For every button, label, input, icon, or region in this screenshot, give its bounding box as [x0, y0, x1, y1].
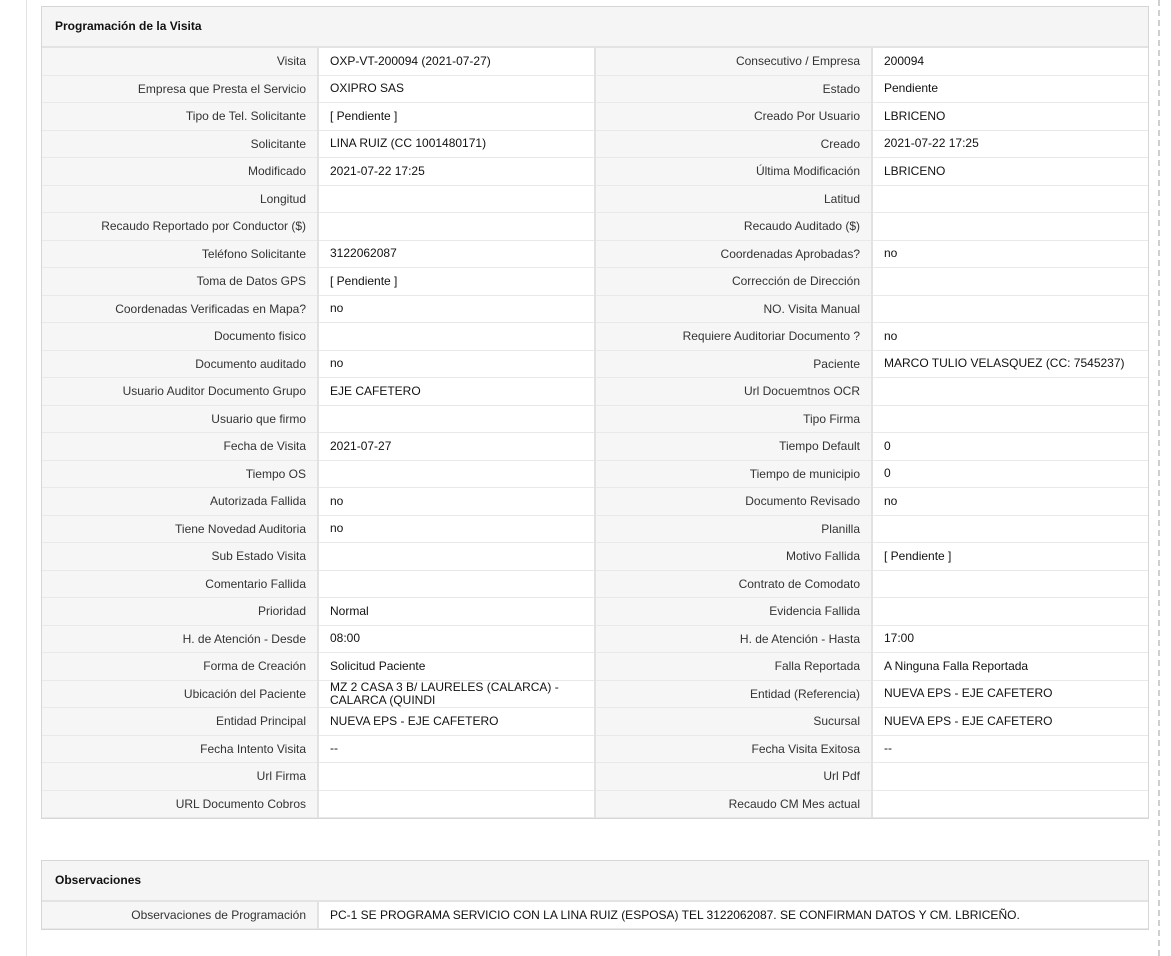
field-label: Recaudo Reportado por Conductor ($) — [42, 213, 318, 241]
table-row — [42, 268, 1148, 296]
field-label: Estado — [595, 75, 872, 103]
field-label: Sub Estado Visita — [42, 543, 318, 571]
field-value: [ Pendiente ] — [318, 268, 595, 296]
field-value: 0 — [872, 433, 1148, 461]
field-value: 2021-07-22 17:25 — [318, 158, 595, 186]
field-label: H. de Atención - Desde — [42, 625, 318, 653]
table-row — [42, 75, 1148, 103]
field-label: Longitud — [42, 185, 318, 213]
field-value: 2021-07-22 17:25 — [872, 130, 1148, 158]
table-row — [42, 488, 1148, 516]
field-value: no — [318, 350, 595, 378]
field-label: Coordenadas Verificadas en Mapa? — [42, 295, 318, 323]
observations-panel — [41, 860, 1149, 930]
field-label: Falla Reportada — [595, 653, 872, 681]
field-label: Tiene Novedad Auditoria — [42, 515, 318, 543]
observations-label: Observaciones de Programación — [42, 902, 318, 929]
visit-schedule-title: Programación de la Visita — [42, 7, 1148, 48]
field-value: LBRICENO — [872, 158, 1148, 186]
field-value: NUEVA EPS - EJE CAFETERO — [318, 708, 595, 736]
field-value — [318, 405, 595, 433]
table-row — [42, 350, 1148, 378]
table-row — [42, 515, 1148, 543]
table-row — [42, 323, 1148, 351]
field-label: Sucursal — [595, 708, 872, 736]
field-value — [872, 790, 1148, 818]
field-value: Pendiente — [872, 75, 1148, 103]
table-row — [42, 763, 1148, 791]
field-label: Url Docuemtnos OCR — [595, 378, 872, 406]
field-value: no — [318, 515, 595, 543]
field-value: 0 — [872, 460, 1148, 488]
table-row — [42, 48, 1148, 75]
field-value: no — [872, 323, 1148, 351]
field-value: Normal — [318, 598, 595, 626]
field-value — [872, 515, 1148, 543]
field-label: Ubicación del Paciente — [42, 680, 318, 708]
field-value: no — [872, 488, 1148, 516]
field-label: Toma de Datos GPS — [42, 268, 318, 296]
field-value: MZ 2 CASA 3 B/ LAURELES (CALARCA) - CALARCA (QUINDI — [318, 680, 595, 708]
table-row — [42, 680, 1148, 708]
table-row — [42, 598, 1148, 626]
table-row — [42, 790, 1148, 818]
field-label: Planilla — [595, 515, 872, 543]
field-value: -- — [318, 735, 595, 763]
field-value — [318, 543, 595, 571]
field-label: Recaudo CM Mes actual — [595, 790, 872, 818]
field-value: 2021-07-27 — [318, 433, 595, 461]
table-row — [42, 213, 1148, 241]
field-label: Última Modificación — [595, 158, 872, 186]
field-value: [ Pendiente ] — [872, 543, 1148, 571]
field-value — [318, 790, 595, 818]
field-label: Motivo Fallida — [595, 543, 872, 571]
field-label: Evidencia Fallida — [595, 598, 872, 626]
field-value: NUEVA EPS - EJE CAFETERO — [872, 708, 1148, 736]
field-label: Modificado — [42, 158, 318, 186]
table-row — [42, 433, 1148, 461]
field-value: no — [318, 295, 595, 323]
field-value: Solicitud Paciente — [318, 653, 595, 681]
field-value — [318, 460, 595, 488]
table-row — [42, 543, 1148, 571]
field-label: Entidad Principal — [42, 708, 318, 736]
field-value: 17:00 — [872, 625, 1148, 653]
field-value — [318, 185, 595, 213]
field-label: Requiere Auditoriar Documento ? — [595, 323, 872, 351]
field-label: Documento auditado — [42, 350, 318, 378]
table-row — [42, 185, 1148, 213]
field-label: Corrección de Dirección — [595, 268, 872, 296]
field-value: -- — [872, 735, 1148, 763]
field-label: URL Documento Cobros — [42, 790, 318, 818]
field-value: 08:00 — [318, 625, 595, 653]
field-label: Coordenadas Aprobadas? — [595, 240, 872, 268]
field-label: Consecutivo / Empresa — [595, 48, 872, 75]
field-value — [318, 763, 595, 791]
field-label: Entidad (Referencia) — [595, 680, 872, 708]
table-row — [42, 735, 1148, 763]
table-row — [42, 240, 1148, 268]
field-label: Forma de Creación — [42, 653, 318, 681]
field-value: OXIPRO SAS — [318, 75, 595, 103]
field-value — [872, 405, 1148, 433]
field-label: Creado Por Usuario — [595, 103, 872, 131]
field-label: NO. Visita Manual — [595, 295, 872, 323]
table-row — [42, 130, 1148, 158]
field-value: LBRICENO — [872, 103, 1148, 131]
visit-details-table — [42, 48, 1148, 818]
field-label: Documento fisico — [42, 323, 318, 351]
field-value: no — [872, 240, 1148, 268]
observations-table — [42, 902, 1148, 929]
field-label: Autorizada Fallida — [42, 488, 318, 516]
field-label: Latitud — [595, 185, 872, 213]
field-value: NUEVA EPS - EJE CAFETERO — [872, 680, 1148, 708]
visit-schedule-panel — [41, 6, 1149, 819]
field-label: Tipo de Tel. Solicitante — [42, 103, 318, 131]
field-value: no — [318, 488, 595, 516]
field-value: LINA RUIZ (CC 1001480171) — [318, 130, 595, 158]
table-row — [42, 570, 1148, 598]
field-label: Prioridad — [42, 598, 318, 626]
field-label: Comentario Fallida — [42, 570, 318, 598]
field-label: Contrato de Comodato — [595, 570, 872, 598]
field-label: Tiempo de municipio — [595, 460, 872, 488]
table-row — [42, 653, 1148, 681]
table-row — [42, 902, 1148, 929]
table-row — [42, 295, 1148, 323]
field-value — [872, 598, 1148, 626]
field-label: Documento Revisado — [595, 488, 872, 516]
field-value — [318, 213, 595, 241]
field-label: Paciente — [595, 350, 872, 378]
field-label: Creado — [595, 130, 872, 158]
table-row — [42, 378, 1148, 406]
field-value: 200094 — [872, 48, 1148, 75]
field-value — [318, 570, 595, 598]
field-value — [872, 570, 1148, 598]
field-label: Recaudo Auditado ($) — [595, 213, 872, 241]
table-row — [42, 158, 1148, 186]
field-label: Usuario que firmo — [42, 405, 318, 433]
table-row — [42, 708, 1148, 736]
field-label: Fecha Visita Exitosa — [595, 735, 872, 763]
field-value — [872, 185, 1148, 213]
field-value — [872, 763, 1148, 791]
field-value — [872, 378, 1148, 406]
field-value — [318, 323, 595, 351]
field-label: Fecha de Visita — [42, 433, 318, 461]
observations-value: PC-1 SE PROGRAMA SERVICIO CON LA LINA RUIZ (ESPOSA) TEL 3122062087. SE CONFIRMAN DATOS Y CM. LBRICEÑO. — [318, 902, 1148, 929]
field-value — [872, 213, 1148, 241]
table-row — [42, 625, 1148, 653]
field-label: Empresa que Presta el Servicio — [42, 75, 318, 103]
field-value: EJE CAFETERO — [318, 378, 595, 406]
field-label: Url Firma — [42, 763, 318, 791]
field-label: Fecha Intento Visita — [42, 735, 318, 763]
field-value: 3122062087 — [318, 240, 595, 268]
observations-title: Observaciones — [42, 861, 1148, 902]
field-label: Url Pdf — [595, 763, 872, 791]
field-value — [872, 268, 1148, 296]
field-label: H. de Atención - Hasta — [595, 625, 872, 653]
field-label: Tipo Firma — [595, 405, 872, 433]
table-row — [42, 460, 1148, 488]
field-value: MARCO TULIO VELASQUEZ (CC: 7545237) — [872, 350, 1148, 378]
field-value: A Ninguna Falla Reportada — [872, 653, 1148, 681]
field-label: Usuario Auditor Documento Grupo — [42, 378, 318, 406]
field-value — [872, 295, 1148, 323]
field-value: [ Pendiente ] — [318, 103, 595, 131]
field-value: OXP-VT-200094 (2021-07-27) — [318, 48, 595, 75]
field-label: Tiempo OS — [42, 460, 318, 488]
table-row — [42, 405, 1148, 433]
field-label: Visita — [42, 48, 318, 75]
table-row — [42, 103, 1148, 131]
field-label: Teléfono Solicitante — [42, 240, 318, 268]
field-label: Tiempo Default — [595, 433, 872, 461]
field-label: Solicitante — [42, 130, 318, 158]
